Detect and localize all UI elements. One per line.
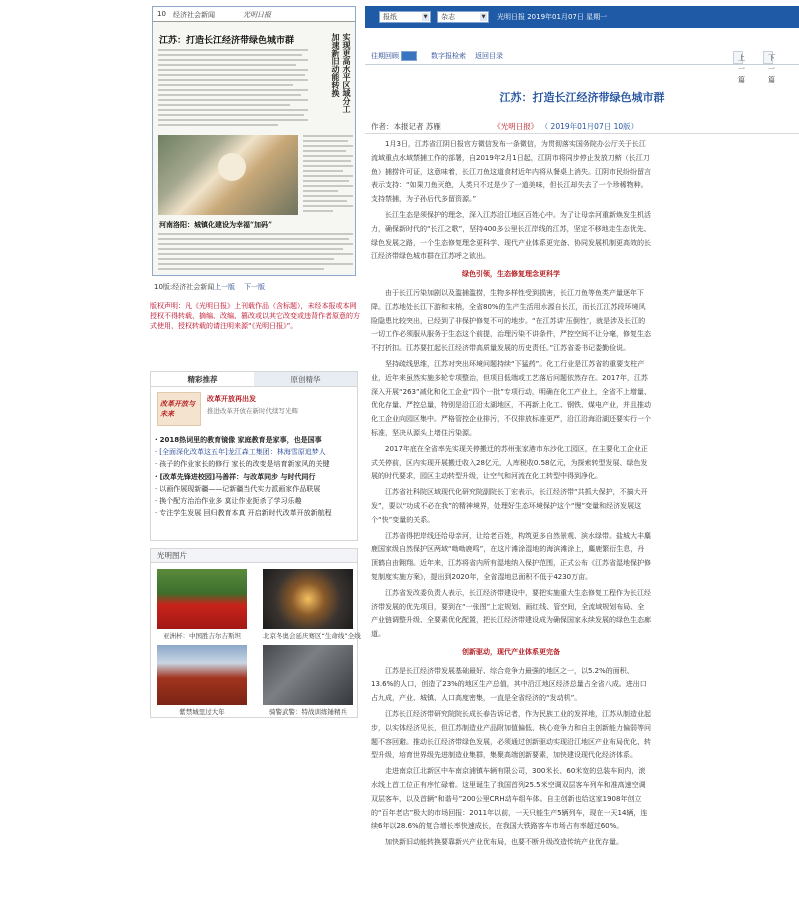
recommend-panel (150, 371, 358, 541)
article-body (371, 138, 651, 852)
list-item[interactable]: · [改革先锋进校园]马善祥：与改革同步 与时代同行 (155, 471, 355, 483)
photo-panel (150, 548, 361, 718)
article-title: 江苏：打造长江经济带绿色城市群 (499, 91, 665, 104)
paper-masthead: 光明日报 (243, 11, 271, 19)
article-nav (365, 50, 799, 84)
article-byline (371, 121, 795, 132)
prev-page-link[interactable]: 上一版 (214, 283, 235, 291)
paper-text-block-2[interactable] (303, 135, 353, 215)
paper-type-select[interactable] (379, 11, 431, 23)
right-column (365, 0, 799, 904)
article-paragraph: 长江生态是须保护的理念，深入江苏沿江地区百姓心中。为了让母亲河重新焕发生机活力，确保新时代的“长江之歌”，坚持400多公里长江岸线的江苏，坚定不移地走生态优先、绿色发展之路，一个生态修复理念更科学、现代产业体系更完备、协同发展机制更高效的长江经济带绿色城市群在江苏呼之欲出。 (371, 210, 651, 261)
article-paragraph: 江苏省发改委负责人表示，长江经济带建设中，要把实施重大生态修复工程作为长江经济带发展的优先项目，要到在“一张图”上定规划、画红线、管空间，全流域规划布局、全产业链调整升级、全要素优化配置，把长江经济带建设成为确保国家永续发展的绿色生态廊道。 (371, 588, 651, 639)
article-subheading: 绿色引领，生态修复理念更科学 (462, 270, 560, 279)
photo-item[interactable] (263, 645, 353, 717)
home-link[interactable]: 返回目录 (475, 52, 503, 60)
article-paragraph: 江苏省得把岸线还给母亲河，让给老百姓，构筑更多自然景观、滨水绿带。盐城大丰麋鹿国家级自然保护区两域“呦呦鹿鸣”，在这片滩涂湿地的海滨滩涂上，麋鹿繁衍生息，丹顶鹤自由翱翔。近年来，江苏将省内所有湿地纳入保护范围，正式公布《江苏省湿地保护修复制度实施方案》，提出到2020年，全省湿地总面积不低于4230万亩。 (371, 531, 651, 581)
news-list (155, 434, 355, 519)
paper-text-block-3[interactable] (158, 233, 353, 273)
list-item[interactable]: · [全面深化改革这五年]龙江森工集团：林海雪原追梦人 (155, 446, 355, 458)
paper-header (153, 7, 355, 22)
list-item[interactable]: · 以画作展现新疆——记新疆当代实力派画家作品联展 (155, 483, 355, 495)
list-item[interactable]: · 孩子的作业家长的修行 家长的改变是培育新家风的关键 (155, 458, 355, 470)
paper-text-block[interactable] (158, 49, 308, 129)
author-label: 作者：本报记者 苏雁 (371, 122, 441, 131)
feature-thumbnail-text: 改革开放与未来 (160, 399, 195, 418)
photo-panel-heading: 光明图片 (151, 549, 357, 563)
current-page-label: 10版:经济社会新闻 (154, 283, 215, 291)
photo-forbidden-city[interactable] (157, 645, 247, 705)
top-bar (365, 6, 799, 28)
magazine-select[interactable] (437, 11, 489, 23)
source-label[interactable]: 《光明日报》 (493, 122, 539, 131)
prev-article-button[interactable] (733, 51, 745, 84)
list-item[interactable]: · 专注学生发展 回归教育本真 开启新时代改革开放新航程 (155, 507, 355, 519)
prev-article-label: 上一篇 (738, 54, 745, 84)
photo-caption[interactable]: 亚洲杯：中国胜吉尔吉斯坦 (163, 632, 241, 640)
feature-title[interactable]: 改革开放再出发 (207, 395, 256, 403)
photo-caption[interactable]: 紫禁城里过大年 (179, 708, 225, 716)
feature-description: 推进改革开放在新时代续写光辉 (207, 407, 298, 415)
search-link[interactable]: 数字报检索 (431, 52, 466, 60)
article-paragraph: 走进南京江北新区中车南京浦镇车辆有限公司，300米长、60米宽的总装车间内，滚水线上首工位正有序忙碌着。这里诞生了我国首列25.5米空调双层客车列车和准高速空调双层客车，以及首辆“和谐号”200公里CRH动车组车体。自主创新也给这家1908年创立的“百年老店”极大的市场回报：2011年以前，一天只能生产5辆列车，现在一天14辆，连续6年以28.6%的复合增长率快速成长，在我国大铁路客车市场占有率超过60%。 (371, 767, 648, 831)
photo-item[interactable] (263, 569, 361, 641)
article-subheading: 创新驱动，现代产业体系更完备 (462, 647, 560, 656)
tab-featured[interactable]: 精彩推荐 (151, 372, 254, 386)
article-paragraph: 江苏是长江经济带发展基础最好、综合竞争力最强的地区之一，以5.2%的面积、13.6%的人口，创造了23%的地区生产总值，其中沿江地区经济总量占全省八成。进出口占九成，产业、城镇、人口高度密集，一直是全省经济的“发动机”。 (371, 666, 647, 703)
article-paragraph: 江苏长江经济带研究院院长成长春告诉记者，作为民族工业的发祥地，江苏从制造业起步，以实体经济见长，但江苏制造业产品附加值偏低、核心竞争力和自主创新能力偏弱等问题不容回避。推动长江经济带绿色发展，必须通过创新驱动实现沿江地区产业布局优化、转型升级，培育世界级先进制造业集群，集聚高端创新要素，加快建设现代化经济体系。 (371, 710, 651, 760)
photo-football[interactable] (157, 569, 247, 629)
article-paragraph: 加快新旧动能转换要靠新兴产业优布局，也要不断升级改造传统产业优存量。 (385, 838, 623, 847)
paper-type-value: 报纸 (383, 13, 397, 21)
newspaper-page-thumbnail[interactable] (152, 6, 356, 276)
article-paragraph: 1月3日，江苏省江阴日报官方微信发布一条微信，为贯彻落实国务院办公厅关于长江流域重点水域禁捕工作的部署，自2019年2月1日起，江阴市将同步停止发放刀鲚（长江刀鱼）捕捞许可证，这意味着，长江刀鱼这道食材近年内将从餐桌上消失。江阴市民纷纷留言表示支持：“如果刀鱼灭绝，人类只不过是少了一道美味，但长江却失去了一个珍稀物种。支持禁捕，为子孙后代多留资源。” (371, 140, 651, 204)
paper-sub-headline[interactable]: 河南洛阳：城镇化建设为幸福“加码” (159, 220, 273, 229)
feature-item[interactable] (157, 392, 355, 430)
paper-side-headline[interactable]: 实现更高水平区域分工 加速新旧动能转换 (331, 33, 352, 113)
paper-page-number: 10 (157, 10, 166, 18)
next-page-link[interactable]: 下一版 (244, 283, 265, 291)
next-article-label: 下一篇 (768, 54, 775, 84)
paper-photo-apple[interactable] (158, 135, 298, 215)
article-paragraph: 由于长江污染加剧以及滥捕滥捞，生物多样性受到损害，长江刀鱼等鱼类产量逐年下降。江苏地处长江下游和末梢，全省80%的生产生活用水源自长江，而长江江苏段环境风险隐患比较突出，已经到了非保护修复不可的地步。“在江苏讲‘压倒性’，就是涉及长江的一切工作必须服从服务于生态这个前提，治理污染不讲条件，严控空间不让分毫，修复生态不打折扣。江苏要扛起长江经济带高质量发展的历史责任。”江苏省委书记娄勤俭说。 (371, 288, 651, 353)
paper-main-headline[interactable]: 江苏：打造长江经济带绿色城市群 (159, 36, 295, 46)
paper-section-name: 经济社会新闻 (173, 11, 215, 19)
photo-tunnel[interactable] (263, 569, 353, 629)
recommend-tabs (151, 372, 357, 387)
copyright-notice: 版权声明：凡《光明日报》上刊载作品（含标题），未经本报或本网授权不得转载、摘编、改编、篡改或以其它改变或违背作者原意的方式使用，授权转载的请注明来源“《光明日报》”。 (150, 302, 360, 330)
magazine-value: 杂志 (441, 13, 455, 21)
left-column (0, 0, 365, 904)
article-paragraph: 坚持疏线思维，江苏对突出环境问题持续“下猛药”。化工行业是江苏省的重要支柱产业，近年来虽然实施多轮专项整治，但项目低端或工艺落后问题依然存在。2017年，江苏深入开展“263”减化和化工企业“四个一批”专项行动，明确在化工产业上，全省不上增量、优化存量、严控总量，特别是沿江沿太湖地区，不再新上化工、钢铁、煤电产业，并且推动化工企业向园区集中。严格管控企业排污，不仅排放标准更严，沿江沿海沿湖还要实行一个标准，坚决从源头上堵住污染源。 (371, 359, 651, 437)
list-item[interactable]: · 换个配方治治作业多 莫让作业扼杀了学习乐趣 (155, 495, 355, 507)
date-label: （ 2019年01月07日 10版） (540, 122, 639, 131)
chevron-down-icon[interactable]: ▼ (481, 14, 486, 20)
issue-info: 光明日报 2019年01月07日 星期一 (497, 13, 608, 21)
photo-caption[interactable]: 北京冬奥会延庆赛区“生命线”全线 (263, 632, 361, 640)
feature-thumbnail[interactable] (157, 392, 201, 426)
photo-police-training[interactable] (263, 645, 353, 705)
nav-divider (365, 64, 799, 65)
page-pager (152, 281, 356, 293)
tab-original[interactable]: 原创精华 (290, 375, 321, 384)
next-article-button[interactable] (763, 51, 775, 84)
photo-item[interactable] (157, 645, 247, 717)
photo-caption[interactable]: 骑警武警：特战训练锤精兵 (269, 708, 347, 716)
photo-item[interactable] (157, 569, 247, 641)
article-paragraph: 江苏省社科院区域现代化研究院副院长丁宏表示，长江经济带“共抓大保护，不搞大开发”，要以“功成不必在我”的精神境界，处理好生态环境保护这个“慢”变量和经济发展这个“快”变量的关系。 (371, 488, 648, 524)
byline-divider (365, 133, 799, 134)
list-item[interactable]: · 2018热词里的教育镜像 家庭教育是家事，也是国事 (155, 434, 355, 446)
history-link[interactable]: 往期回顾 (371, 52, 399, 60)
history-date-select[interactable] (401, 51, 417, 61)
article-paragraph: 2017年底在全省率先实现关停搬迁的苏州张家港市东沙化工园区，在主要化工企业正式关停前，区内实现开展搬迁收入28亿元，人库税收0.58亿元，为探索转型发展、绿色发展的时代要求，园区主动转型升级，让空气和河流在化工转型中得到净化。 (371, 444, 648, 481)
chevron-down-icon[interactable]: ▼ (423, 14, 428, 20)
